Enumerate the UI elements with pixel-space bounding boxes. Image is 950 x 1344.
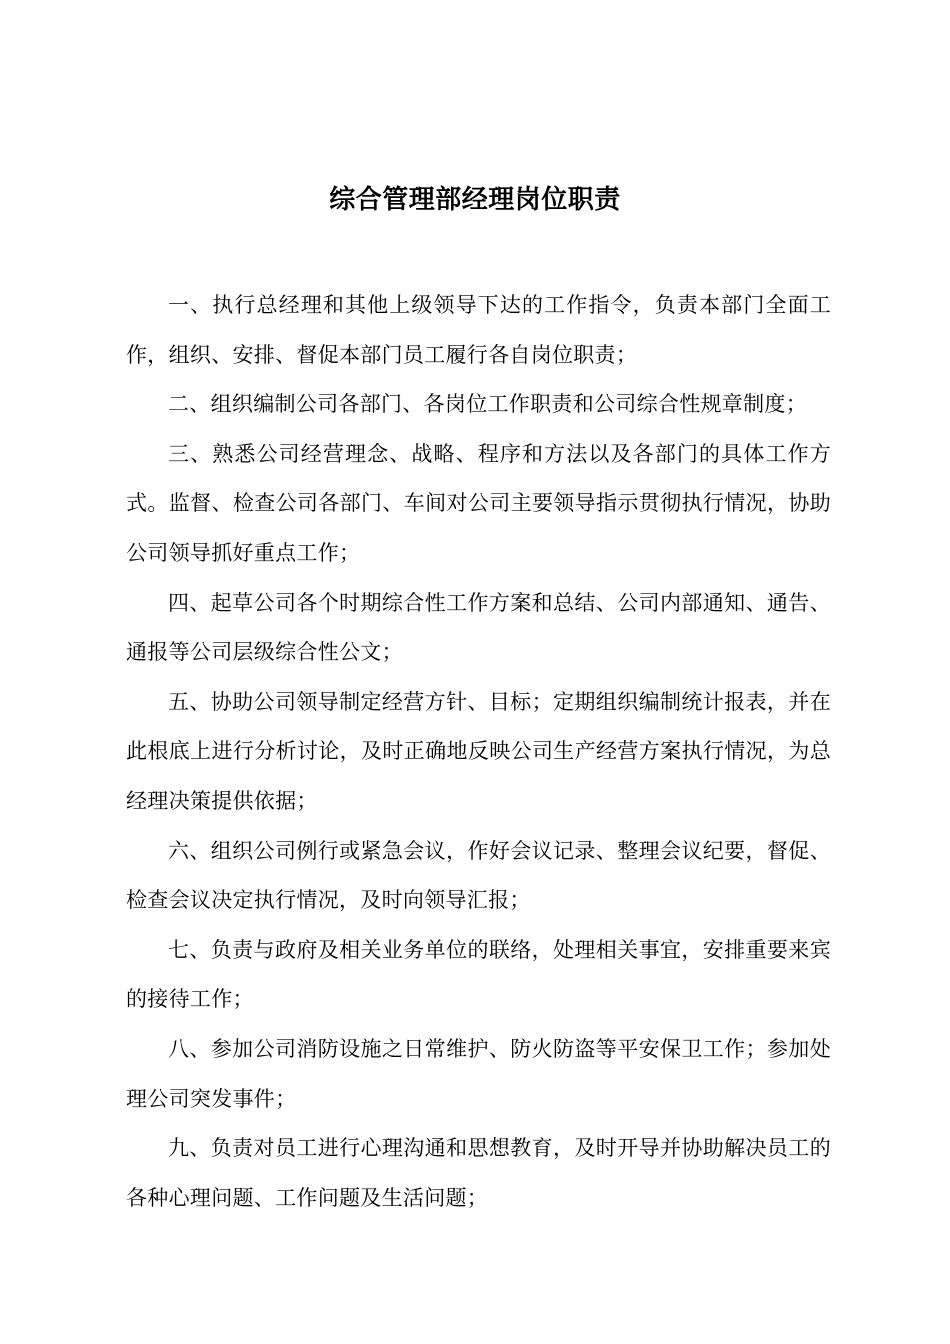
duty-item-6: 六、组织公司例行或紧急会议，作好会议记录、整理会议纪要，督促、检查会议决定执行情况，及时向领导汇报； bbox=[126, 838, 831, 913]
duty-item-3: 三、熟悉公司经营理念、战略、程序和方法以及各部门的具体工作方式。监督、检查公司各部门、车间对公司主要领导指示贯彻执行情况，协助公司领导抓好重点工作； bbox=[126, 441, 831, 565]
duty-item-9: 九、负责对员工进行心理沟通和思想教育，及时开导并协助解决员工的各种心理问题、工作问题及生活问题； bbox=[126, 1136, 831, 1210]
duty-item-8: 八、参加公司消防设施之日常维护、防火防盗等平安保卫工作；参加处理公司突发事件； bbox=[126, 1036, 831, 1111]
duty-item-7: 七、负责与政府及相关业务单位的联络，处理相关事宜，安排重要来宾的接待工作； bbox=[126, 937, 831, 1012]
duty-item-5: 五、协助公司领导制定经营方针、目标；定期组织编制统计报表，并在此根底上进行分析讨论，及时正确地反映公司生产经营方案执行情况，为总经理决策提供依据； bbox=[126, 689, 831, 813]
duty-item-2: 二、组织编制公司各部门、各岗位工作职责和公司综合性规章制度； bbox=[168, 392, 807, 417]
duty-item-4: 四、起草公司各个时期综合性工作方案和总结、公司内部通知、通告、通报等公司层级综合性公文； bbox=[126, 590, 831, 665]
document-title: 综合管理部经理岗位职责 bbox=[329, 185, 621, 215]
duty-item-1: 一、执行总经理和其他上级领导下达的工作指令，负责本部门全面工作，组织、安排、督促本部门员工履行各自岗位职责； bbox=[126, 293, 831, 367]
duties-list bbox=[126, 281, 831, 1223]
